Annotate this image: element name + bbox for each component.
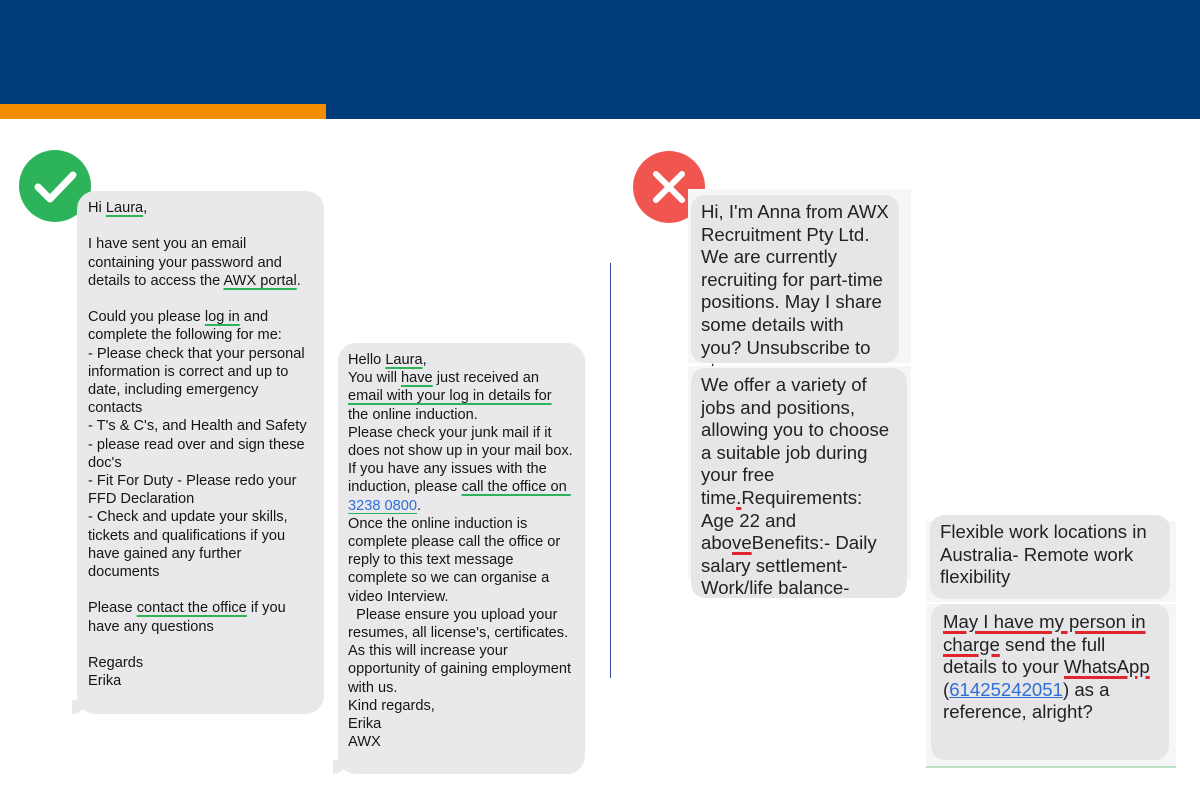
person-in-charge-highlight: May I have my person in charge [943, 611, 1146, 655]
login-highlight: log in [204, 309, 240, 326]
accent-bar [0, 104, 326, 119]
header-bar [0, 0, 1200, 119]
scam-screenshot-4 [926, 604, 1176, 768]
name-highlight: Laura [385, 352, 423, 368]
bubble-tail [333, 760, 347, 774]
call-office-highlight: call the office on [461, 479, 571, 496]
email-details-highlight: email with your log in details for [348, 388, 552, 405]
whatsapp-number-link[interactable]: 61425242051 [949, 678, 1063, 700]
missing-space-highlight: . [736, 486, 742, 508]
scam-screenshot-2 [688, 366, 911, 599]
divider [610, 263, 611, 678]
bubble-tail [72, 700, 86, 714]
name-highlight: Laura [105, 200, 144, 216]
legit-message-text-2: Hello Laura, You will have just received an email with your log in details for the online induction. Please check your junk mail if it does not show up in your mail box. If you have any issues with the induction, please call the office on 3238 0800. Once the online induction is complete please call the office or reply to this text message complete so we can organise a video Interview. Please ensure you upload your resumes, all license's, certificates. As this will increase your opportunity of gaining employment with us. Kind regards, Erika AWX [348, 352, 573, 751]
scam-screenshot-1 [688, 189, 911, 363]
portal-highlight: AWX portal [223, 272, 297, 289]
legit-message-text-1: Hi Laura, I have sent you an email containing your password and details to access the AWX portal. Could you please log in and complete the following for me: - Please check that your personal information is correct and up to date, including emergency contacts - T's & C's, and Health and Safety - please read over and sign these doc's - Fit For Duty - Please redo your FFD Declaration - Check and update your skills, tickets and qualifications if you have gained any further documents Please contact the office if you have any questions Regards Erika [88, 200, 307, 690]
scam-message-text-1: Hi, I'm Anna from AWX Recruitment Pty Ltd. We are currently recruiting for part-time positions. May I share some details with you? Unsubscribe to [691, 195, 899, 363]
scam-message-text-4: May I have my person in charge send the full details to your WhatsApp (61425242051) as a reference, alright? [931, 604, 1169, 760]
office-phone-link[interactable]: 3238 0800 [348, 497, 417, 514]
legit-message-bubble-2 [338, 343, 585, 774]
whatsapp-highlight: WhatsApp [1063, 656, 1150, 678]
legit-message-bubble-1 [77, 191, 324, 714]
scam-message-text-2: We offer a variety of jobs and positions, allowing you to choose a suitable job during your free time.Requirements: Age 22 and aboveBenefits:- Daily salary settlement- Work/life balance- [691, 368, 907, 598]
scam-screenshot-3 [926, 521, 1176, 602]
contact-highlight: contact the office [136, 600, 247, 617]
scam-message-text-3: Flexible work locations in Australia- Remote work flexibility [930, 515, 1170, 599]
missing-space-highlight: ve [732, 532, 752, 554]
have-highlight: have [401, 370, 433, 387]
